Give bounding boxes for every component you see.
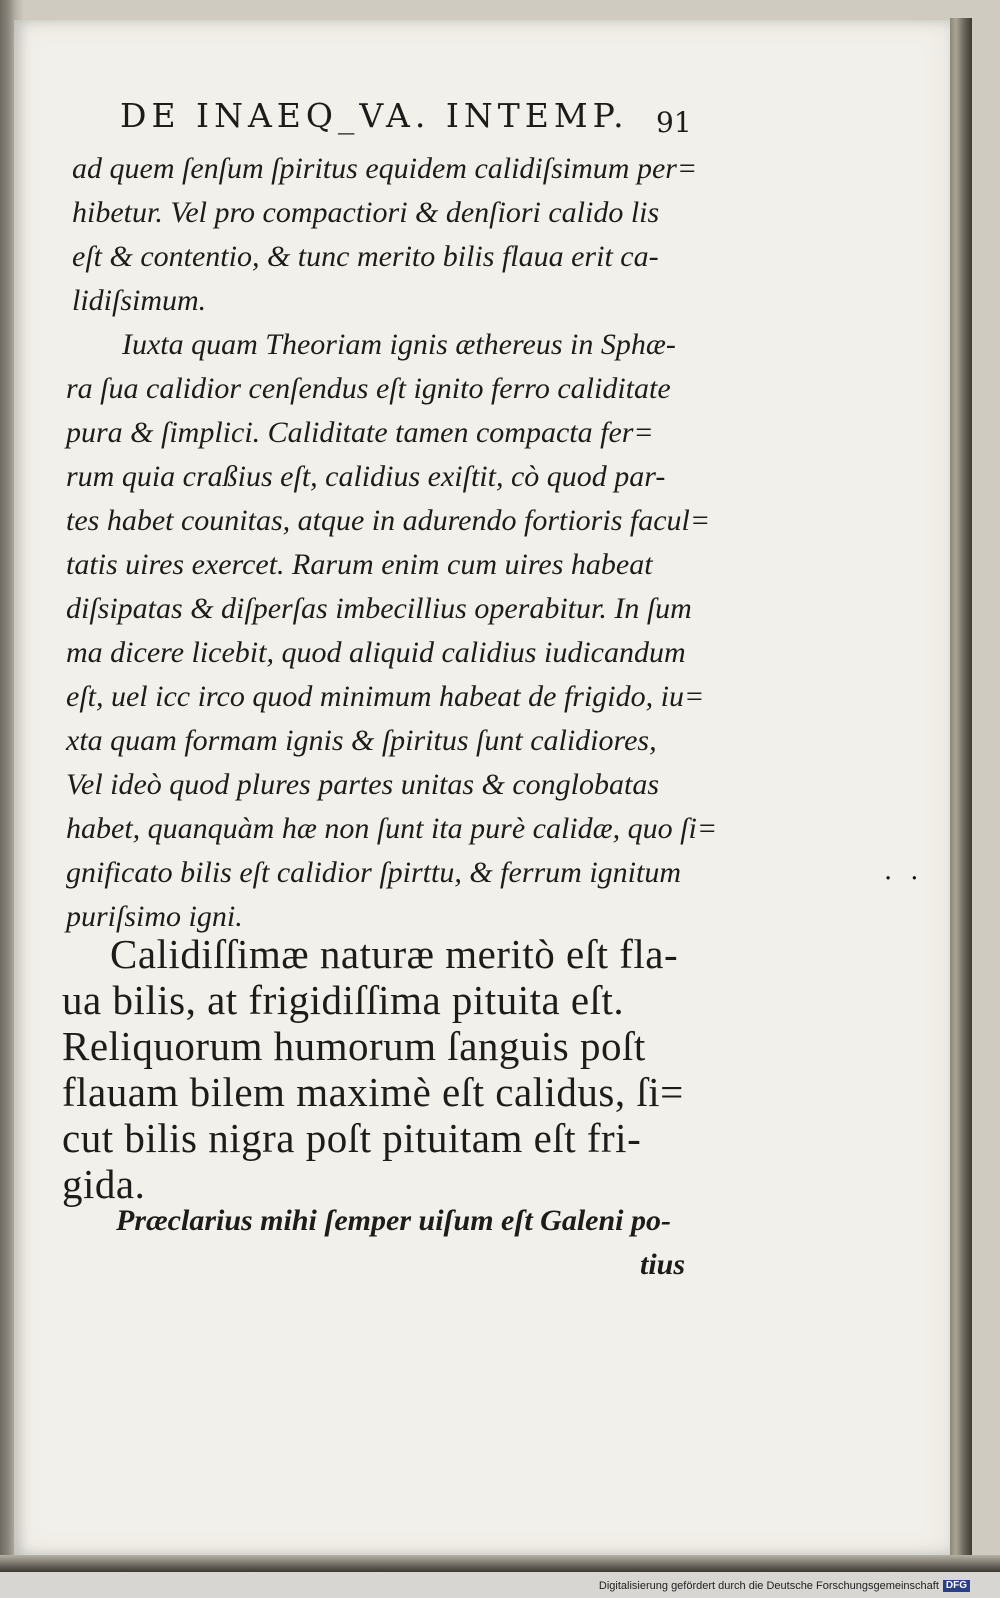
thesis-line: Calidiſſimæ naturæ meritò eſt fla-	[110, 931, 679, 977]
page-number: 91	[656, 106, 692, 139]
catchword: tius	[640, 1248, 686, 1281]
text-line: ra ſua calidior cenſendus eſt ignito ferro caliditate	[66, 372, 671, 405]
text-line: habet, quanquàm hæ non ſunt ita purè calidæ, quo ſi=	[66, 812, 718, 845]
text-line: eſt, uel icc irco quod minimum habeat de frigido, iu=	[66, 680, 705, 713]
text-line: Iuxta quam Theoriam ignis æthereus in Sphæ-	[122, 328, 676, 361]
text-line: ad quem ſenſum ſpiritus equidem calidiſsimum per=	[72, 152, 698, 185]
text-line: xta quam formam ignis & ſpiritus ſunt calidiores,	[66, 724, 657, 757]
text-line: pura & ſimplici. Caliditate tamen compacta fer=	[66, 416, 654, 449]
thesis-line: Reliquorum humorum ſanguis poſt	[62, 1023, 646, 1069]
text-line: puriſsimo igni.	[66, 900, 243, 933]
thesis-line: cut bilis nigra poſt pituitam eſt fri-	[62, 1115, 642, 1161]
text-line: lidiſsimum.	[72, 284, 207, 317]
page-edge-bottom	[0, 1555, 1000, 1572]
credit-text: Digitalisierung gefördert durch die Deutsche Forschungsgemeinschaft	[598, 1580, 939, 1592]
text-line: ma dicere licebit, quod aliquid calidius iudicandum	[66, 636, 686, 669]
text-line: Vel ideò quod plures partes unitas & conglobatas	[66, 768, 660, 801]
text-line: diſsipatas & diſperſas imbecillius operabitur. In ſum	[66, 592, 692, 625]
text-line: hibetur. Vel pro compactiori & denſiori calido lis	[72, 196, 660, 229]
thesis-line: gida.	[62, 1161, 146, 1207]
dfg-logo: DFG	[943, 1580, 970, 1592]
margin-marks: ··	[884, 864, 937, 894]
text-line: rum quia craßius eſt, calidius exiſtit, cò quod par-	[66, 460, 666, 493]
thesis-line: flauam bilem maximè eſt calidus, ſi=	[62, 1069, 684, 1115]
running-title: DE INAEQ_VA. INTEMP.	[120, 96, 629, 135]
page-edge-right	[950, 18, 972, 1558]
text-line: tes habet counitas, atque in adurendo fortioris facul=	[66, 504, 711, 537]
digitization-credit	[599, 1580, 970, 1592]
text-line: eſt & contentio, & tunc merito bilis flaua erit ca-	[72, 240, 659, 273]
text-line: gnificato bilis eſt calidior ſpirttu, & ferrum ignitum	[66, 856, 681, 889]
thesis-line: ua bilis, at frigidiſſima pituita eſt.	[62, 977, 625, 1023]
text-line: Præclarius mihi ſemper uiſum eſt Galeni po-	[116, 1204, 671, 1237]
text-line: tatis uires exercet. Rarum enim cum uires habeat	[66, 548, 653, 581]
